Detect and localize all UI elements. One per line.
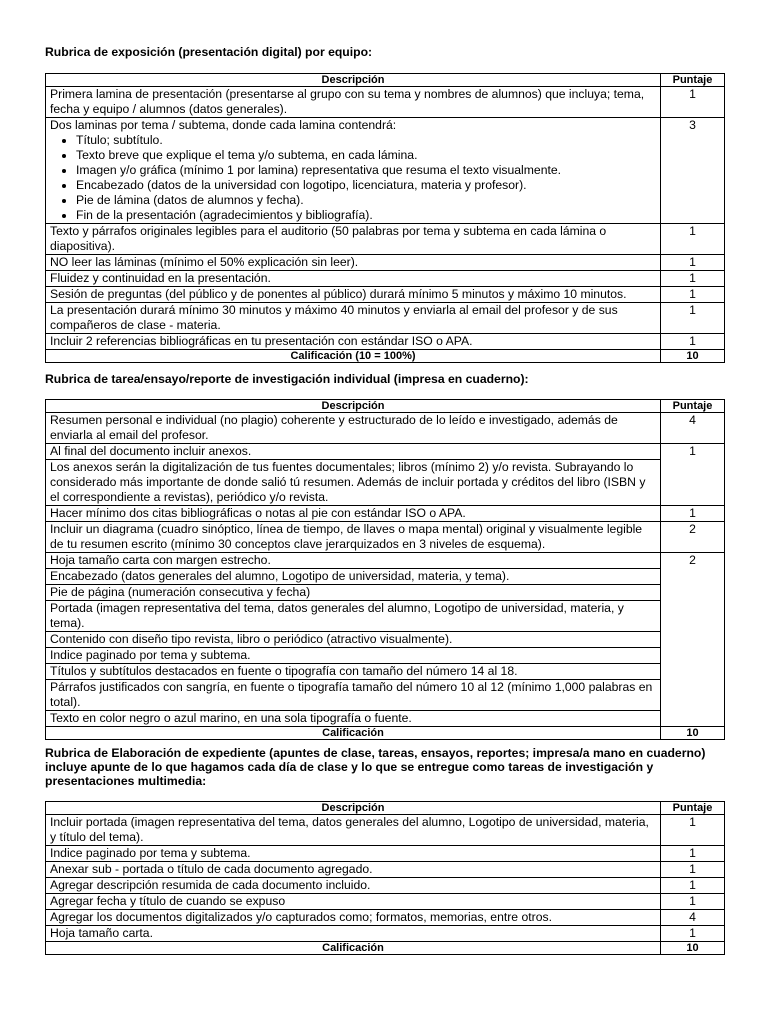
header-description: Descripción <box>46 802 661 815</box>
table-header-row <box>46 802 725 815</box>
row-description: Pie de página (numeración consecutiva y fecha) <box>46 585 661 601</box>
row-description: La presentación durará mínimo 30 minutos y máximo 40 minutos y enviarla al email del profesor y de sus compañeros de clase - materia. <box>46 303 661 334</box>
row-score: 1 <box>661 506 725 522</box>
row-score: 1 <box>661 444 725 506</box>
total-score: 10 <box>661 942 725 955</box>
row-description: Dos laminas por tema / subtema, donde cada lamina contendrá: <box>50 118 397 132</box>
row-description: Agregar descripción resumida de cada documento incluido. <box>46 878 661 894</box>
row-description: NO leer las láminas (mínimo el 50% explicación sin leer). <box>46 255 661 271</box>
table-row <box>46 271 725 287</box>
total-row <box>46 942 725 955</box>
table-row <box>46 522 725 553</box>
total-score: 10 <box>661 350 725 363</box>
table-row <box>46 601 725 632</box>
table-row <box>46 862 725 878</box>
table-row <box>46 303 725 334</box>
row-description: Primera lamina de presentación (presentarse al grupo con su tema y nombres de alumnos) que incluya; tema, fecha y equipo / alumnos (datos generales). <box>46 87 661 118</box>
table-row <box>46 926 725 942</box>
list-item: • Imagen y/o gráfica (mínimo 1 por lamina) representativa que resuma el texto visualmente. <box>76 163 656 178</box>
row-score: 1 <box>661 878 725 894</box>
row-score: 1 <box>661 303 725 334</box>
rubric-section-exposition <box>45 45 725 363</box>
row-score: 1 <box>661 926 725 942</box>
row-description: Contenido con diseño tipo revista, libro o periódico (atractivo visualmente). <box>46 632 661 648</box>
section-title: Rubrica de Elaboración de expediente (apuntes de clase, tareas, ensayos, reportes; impresa/a mano en cuaderno) incluye apunte de lo que hagamos cada día de clase y lo que se entregue como tareas de investigación y presentaciones multimedia: <box>45 746 706 788</box>
row-score: 1 <box>661 815 725 846</box>
header-description: Descripción <box>46 400 661 413</box>
row-score: 4 <box>661 910 725 926</box>
table-row <box>46 585 725 601</box>
row-score: 2 <box>661 553 725 727</box>
row-description: Texto y párrafos originales legibles para el auditorio (50 palabras por tema y subtema en cada lámina o diapositiva). <box>46 224 661 255</box>
table-row <box>46 118 725 224</box>
row-description: Los anexos serán la digitalización de tus fuentes documentales; libros (mínimo 2) y/o revista. Subrayando lo considerado más importante de donde salió tú resumen. Además de incluir portada y créditos del libro (ISBN y el correspondiente a revistas), periódico y/o revista. <box>46 460 661 506</box>
header-description: Descripción <box>46 74 661 87</box>
row-score: 1 <box>661 287 725 303</box>
row-score: 1 <box>661 87 725 118</box>
row-description: Hoja tamaño carta con margen estrecho. <box>46 553 661 569</box>
row-score: 1 <box>661 255 725 271</box>
table-row <box>46 910 725 926</box>
row-description: Anexar sub - portada o título de cada documento agregado. <box>46 862 661 878</box>
list-item: • Texto breve que explique el tema y/o subtema, en cada lámina. <box>76 148 656 163</box>
row-description: Encabezado (datos generales del alumno, Logotipo de universidad, materia, y tema). <box>46 569 661 585</box>
list-item: • Título; subtítulo. <box>76 133 656 148</box>
row-description: Resumen personal e individual (no plagio) coherente y estructurado de lo leído e investigado, además de enviarla al email del profesor. <box>46 413 661 444</box>
total-label: Calificación <box>46 727 661 740</box>
list-item: • Pie de lámina (datos de alumnos y fecha). <box>76 193 656 208</box>
list-item: • Encabezado (datos de la universidad con logotipo, licenciatura, materia y profesor). <box>76 178 656 193</box>
total-score: 10 <box>661 727 725 740</box>
rubric-table <box>45 399 725 740</box>
total-label: Calificación <box>46 942 661 955</box>
row-description: Sesión de preguntas (del público y de ponentes al público) durará mínimo 5 minutos y máximo 10 minutos. <box>46 287 661 303</box>
table-row <box>46 287 725 303</box>
table-row <box>46 648 725 664</box>
row-score: 4 <box>661 413 725 444</box>
row-description: Al final del documento incluir anexos. <box>46 444 661 460</box>
table-header-row <box>46 400 725 413</box>
header-score: Puntaje <box>661 400 725 413</box>
row-description: Agregar fecha y título de cuando se expuso <box>46 894 661 910</box>
row-score: 2 <box>661 522 725 553</box>
row-description: Hacer mínimo dos citas bibliográficas o notas al pie con estándar ISO o APA. <box>46 506 661 522</box>
table-row <box>46 506 725 522</box>
row-description: Incluir 2 referencias bibliográficas en tu presentación con estándar ISO o APA. <box>46 334 661 350</box>
list-item: • Fin de la presentación (agradecimientos y bibliografía). <box>76 208 656 223</box>
row-description: Incluir portada (imagen representativa del tema, datos generales del alumno, Logotipo de universidad, materia, y título del tema). <box>46 815 661 846</box>
row-description: Hoja tamaño carta. <box>46 926 661 942</box>
table-row <box>46 711 725 727</box>
table-row <box>46 632 725 648</box>
table-row <box>46 444 725 460</box>
row-description: Fluidez y continuidad en la presentación. <box>46 271 661 287</box>
rubric-section-homework <box>45 372 725 740</box>
section-title: Rubrica de exposición (presentación digital) por equipo: <box>45 45 373 59</box>
table-row <box>46 878 725 894</box>
table-row <box>46 664 725 680</box>
row-description: Agregar los documentos digitalizados y/o capturados como; formatos, memorias, entre otros. <box>46 910 661 926</box>
table-row <box>46 460 725 506</box>
row-score: 1 <box>661 224 725 255</box>
table-row <box>46 87 725 118</box>
header-score: Puntaje <box>661 802 725 815</box>
table-row <box>46 413 725 444</box>
row-description: Títulos y subtítulos destacados en fuente o tipografía con tamaño del número 14 al 18. <box>46 664 661 680</box>
total-label: Calificación (10 = 100%) <box>46 350 661 363</box>
row-description: Texto en color negro o azul marino, en una sola tipografía o fuente. <box>46 711 661 727</box>
section-title: Rubrica de tarea/ensayo/reporte de investigación individual (impresa en cuaderno): <box>45 372 529 386</box>
table-row <box>46 553 725 569</box>
bullet-list <box>50 133 656 223</box>
table-row <box>46 894 725 910</box>
table-row <box>46 846 725 862</box>
rubric-table <box>45 801 725 955</box>
header-score: Puntaje <box>661 74 725 87</box>
row-score: 1 <box>661 334 725 350</box>
table-row <box>46 255 725 271</box>
rubric-section-portfolio <box>45 746 725 955</box>
row-description: Párrafos justificados con sangría, en fuente o tipografía tamaño del número 10 al 12 (mínimo 1,000 palabras en total). <box>46 680 661 711</box>
table-row <box>46 334 725 350</box>
row-score: 1 <box>661 271 725 287</box>
table-row <box>46 224 725 255</box>
table-header-row <box>46 74 725 87</box>
row-description: Indice paginado por tema y subtema. <box>46 648 661 664</box>
table-row <box>46 815 725 846</box>
row-description-block <box>46 118 661 224</box>
total-row <box>46 727 725 740</box>
rubric-table <box>45 73 725 363</box>
table-row <box>46 680 725 711</box>
row-score: 1 <box>661 846 725 862</box>
row-description: Portada (imagen representativa del tema, datos generales del alumno, Logotipo de universidad, materia, y tema). <box>46 601 661 632</box>
row-score: 1 <box>661 862 725 878</box>
row-score: 3 <box>661 118 725 224</box>
row-description: Indice paginado por tema y subtema. <box>46 846 661 862</box>
row-description: Incluir un diagrama (cuadro sinóptico, línea de tiempo, de llaves o mapa mental) original y visualmente legible de tu resumen escrito (mínimo 30 conceptos clave jerarquizados en 3 niveles de esquema). <box>46 522 661 553</box>
row-score: 1 <box>661 894 725 910</box>
total-row <box>46 350 725 363</box>
table-row <box>46 569 725 585</box>
